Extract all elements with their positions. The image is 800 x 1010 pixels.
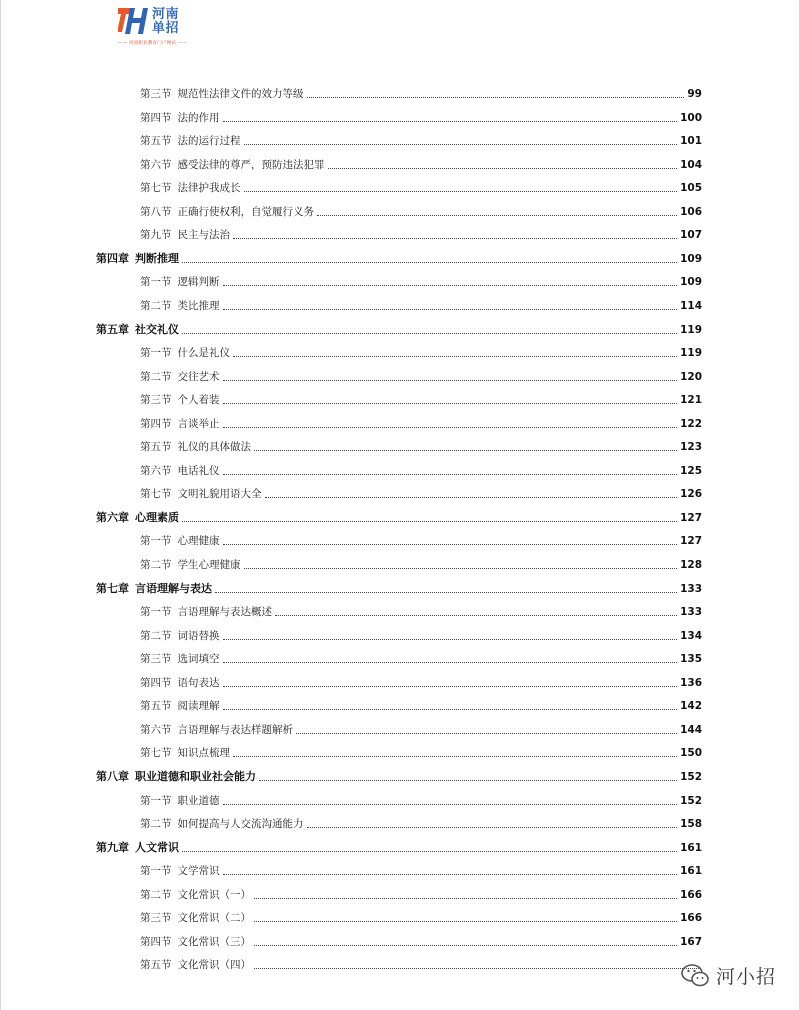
toc-entry-number: 第八章 (96, 769, 129, 783)
toc-entry-title: 言语理解与表达样题解析 (177, 723, 293, 736)
toc-page-number: 125 (680, 464, 702, 477)
toc-page-number: 134 (680, 629, 702, 642)
toc-page-number: 158 (680, 818, 702, 831)
toc-entry-number: 第三节 (140, 653, 172, 666)
toc-entry-number: 第二节 (140, 370, 172, 383)
toc-section-row (140, 480, 702, 500)
toc-page-number: 107 (680, 229, 702, 242)
toc-entry-number: 第九节 (140, 229, 172, 242)
toc-entry-label (96, 253, 179, 265)
toc-section-row (140, 881, 702, 901)
toc-entry-number: 第六节 (140, 158, 172, 171)
toc-entry-title: 文化常识（三） (177, 935, 251, 948)
toc-page-number: 109 (680, 276, 702, 289)
toc-section-row (140, 292, 702, 312)
toc-entry-label (140, 818, 304, 830)
toc-entry-title: 文化常识（一） (177, 888, 251, 901)
toc-section-row (140, 645, 702, 665)
toc-entry-title: 社交礼仪 (135, 322, 179, 336)
toc-section-row (140, 386, 702, 406)
toc-entry-title: 如何提高与人交流沟通能力 (177, 818, 304, 831)
toc-section-row (140, 174, 702, 194)
toc-section-row (140, 551, 702, 571)
toc-entry-number: 第七节 (140, 488, 172, 501)
toc-dot-leader (296, 732, 677, 734)
toc-page-number: 101 (680, 135, 702, 148)
toc-entry-title: 逻辑判断 (177, 276, 220, 289)
toc-dot-leader (223, 402, 678, 404)
toc-entry-title: 词语替换 (177, 629, 220, 642)
toc-entry-number: 第一节 (140, 606, 172, 619)
toc-entry-label (140, 677, 220, 689)
toc-dot-leader (223, 120, 678, 122)
toc-dot-leader (244, 143, 678, 145)
toc-dot-leader (328, 167, 678, 169)
toc-section-row (140, 598, 702, 618)
toc-entry-number: 第三节 (140, 394, 172, 407)
toc-entry-title: 正确行使权利，自觉履行义务 (177, 205, 314, 218)
toc-entry-title: 心理素质 (135, 510, 179, 524)
toc-entry-title: 选词填空 (177, 653, 220, 666)
toc-entry-title: 文化常识（二） (177, 912, 251, 925)
toc-dot-leader (307, 826, 678, 828)
toc-dot-leader (215, 591, 677, 593)
toc-section-row (140, 527, 702, 547)
toc-entry-label (140, 795, 220, 807)
toc-page-number: 136 (680, 676, 702, 689)
toc-entry-number: 第六节 (140, 464, 172, 477)
toc-entry-number: 第七节 (140, 182, 172, 195)
toc-dot-leader (182, 850, 677, 852)
toc-entry-number: 第六章 (96, 510, 129, 524)
toc-dot-leader (265, 496, 678, 498)
logo-tagline: —— 河南职业教育门户网站 —— (118, 41, 188, 46)
toc-entry-title: 言语理解与表达概述 (177, 606, 272, 619)
toc-entry-label (140, 347, 230, 359)
logo-th-mark-icon (118, 6, 150, 36)
toc-entry-number: 第五节 (140, 135, 172, 148)
toc-page-number: 105 (680, 182, 702, 195)
toc-page-number: 123 (680, 441, 702, 454)
toc-entry-title: 类比推理 (177, 299, 220, 312)
toc-dot-leader (223, 284, 678, 286)
toc-entry-label (140, 300, 220, 312)
toc-page-number: 127 (680, 535, 702, 548)
toc-entry-title: 文明礼貌用语大全 (177, 488, 262, 501)
toc-entry-number: 第二节 (140, 818, 172, 831)
toc-dot-leader (223, 308, 678, 310)
toc-section-row (140, 457, 702, 477)
toc-entry-label (96, 583, 212, 595)
toc-entry-title: 言语理解与表达 (135, 581, 212, 595)
toc-section-row (140, 739, 702, 759)
toc-section-row (140, 127, 702, 147)
toc-entry-title: 个人着装 (177, 394, 220, 407)
toc-chapter-row (96, 763, 702, 783)
toc-section-row (140, 716, 702, 736)
toc-dot-leader (182, 520, 677, 522)
toc-entry-title: 文学常识 (177, 865, 220, 878)
toc-section-row (140, 928, 702, 948)
toc-entry-label (140, 394, 220, 406)
toc-page-number: 144 (680, 723, 702, 736)
toc-entry-number: 第三节 (140, 912, 172, 925)
toc-dot-leader (254, 920, 677, 922)
toc-entry-label (140, 630, 220, 642)
toc-entry-label (140, 865, 220, 877)
toc-page-number: 119 (680, 347, 702, 360)
toc-dot-leader (254, 897, 677, 899)
logo-name (152, 8, 179, 36)
toc-entry-label (140, 182, 241, 194)
toc-page-number: 122 (680, 417, 702, 430)
toc-chapter-row (96, 316, 702, 336)
toc-entry-number: 第四节 (140, 417, 172, 430)
toc-dot-leader (317, 214, 677, 216)
toc-entry-label (96, 324, 179, 336)
toc-entry-number: 第二节 (140, 299, 172, 312)
toc-entry-title: 法的运行过程 (177, 135, 241, 148)
toc-dot-leader (223, 803, 678, 805)
toc-section-row (140, 363, 702, 383)
toc-dot-leader (182, 261, 677, 263)
toc-entry-number: 第五节 (140, 441, 172, 454)
toc-entry-label (96, 512, 179, 524)
toc-section-row (140, 410, 702, 430)
toc-section-row (140, 151, 702, 171)
toc-entry-number: 第五章 (96, 322, 129, 336)
toc-chapter-row (96, 834, 702, 854)
toc-entry-label (140, 88, 304, 100)
toc-entry-number: 第五节 (140, 959, 172, 972)
toc-section-row (140, 810, 702, 830)
toc-dot-leader (244, 567, 678, 569)
toc-entry-number: 第七章 (96, 581, 129, 595)
wechat-watermark (680, 960, 776, 990)
toc-entry-number: 第九章 (96, 840, 129, 854)
toc-entry-number: 第一节 (140, 347, 172, 360)
toc-dot-leader (233, 755, 677, 757)
page-left-edge (0, 0, 1, 1010)
toc-entry-label (140, 159, 325, 171)
toc-section-row (140, 221, 702, 241)
toc-entry-number: 第五节 (140, 700, 172, 713)
toc-entry-label (140, 606, 272, 618)
toc-entry-label (140, 912, 251, 924)
toc-dot-leader (223, 426, 678, 428)
toc-page-number: 109 (680, 252, 702, 265)
toc-page-number: 126 (680, 488, 702, 501)
toc-entry-label (96, 842, 179, 854)
toc-entry-label (140, 488, 262, 500)
toc-dot-leader (182, 332, 677, 334)
toc-entry-title: 判断推理 (135, 251, 179, 265)
toc-entry-title: 什么是礼仪 (177, 347, 230, 360)
toc-entry-label (140, 535, 220, 547)
toc-entry-title: 心理健康 (177, 535, 220, 548)
toc-dot-leader (223, 685, 678, 687)
toc-entry-title: 职业道德和职业社会能力 (135, 769, 256, 783)
toc-dot-leader (254, 967, 699, 969)
toc-dot-leader (223, 638, 678, 640)
toc-entry-number: 第二节 (140, 559, 172, 571)
toc-entry-number: 第二节 (140, 888, 172, 901)
toc-entry-number: 第六节 (140, 723, 172, 736)
toc-entry-title: 感受法律的尊严，预防违法犯罪 (177, 158, 325, 171)
toc-page-number: 106 (680, 205, 702, 218)
toc-page-number: 152 (680, 770, 702, 783)
toc-dot-leader (244, 190, 678, 192)
toc-dot-leader (223, 379, 678, 381)
toc-dot-leader (223, 708, 678, 710)
toc-entry-label (140, 959, 251, 971)
toc-section-row (140, 951, 702, 971)
toc-page-number: 133 (680, 582, 702, 595)
toc-section-row (140, 669, 702, 689)
toc-page-number: 135 (680, 653, 702, 666)
toc-entry-title: 法的作用 (177, 111, 220, 124)
toc-entry-label (140, 135, 241, 147)
toc-entry-label (140, 441, 251, 453)
toc-dot-leader (223, 661, 678, 663)
toc-entry-label (140, 418, 220, 430)
toc-section-row (140, 787, 702, 807)
toc-dot-leader (223, 873, 678, 875)
toc-entry-number: 第八节 (140, 205, 172, 218)
toc-entry-title: 人文常识 (135, 840, 179, 854)
toc-dot-leader (275, 614, 677, 616)
toc-dot-leader (259, 779, 677, 781)
wechat-icon (680, 962, 710, 988)
toc-entry-label (140, 112, 220, 124)
toc-entry-title: 知识点梳理 (177, 747, 230, 760)
toc-entry-number: 第二节 (140, 629, 172, 642)
toc-page-number: 119 (680, 323, 702, 336)
toc-entry-label (140, 936, 251, 948)
toc-entry-title: 语句表达 (177, 676, 220, 689)
toc-page-number: 127 (680, 511, 702, 524)
toc-section-row (140, 268, 702, 288)
toc-dot-leader (233, 355, 677, 357)
toc-entry-title: 电话礼仪 (177, 464, 220, 477)
toc-dot-leader (254, 449, 677, 451)
toc-dot-leader (223, 473, 678, 475)
toc-chapter-row (96, 575, 702, 595)
toc-entry-label (140, 465, 220, 477)
toc-page-number: 133 (680, 606, 702, 619)
toc-dot-leader (307, 96, 685, 98)
toc-entry-number: 第四节 (140, 676, 172, 689)
toc-entry-title: 交往艺术 (177, 370, 220, 383)
toc-entry-number: 第七节 (140, 747, 172, 760)
toc-entry-number: 第四节 (140, 935, 172, 948)
toc-entry-label (140, 559, 241, 571)
toc-dot-leader (233, 237, 677, 239)
toc-entry-label (140, 724, 293, 736)
toc-page-number: 99 (687, 88, 702, 100)
toc-page-number: 114 (680, 299, 702, 312)
toc-page-number: 150 (680, 747, 702, 760)
toc-page-number: 120 (680, 370, 702, 383)
toc-entry-title: 学生心理健康 (177, 559, 241, 571)
toc-chapter-row (96, 245, 702, 265)
toc-entry-number: 第一节 (140, 535, 172, 548)
watermark-text: 河小招 (716, 965, 777, 988)
toc-entry-label (140, 653, 220, 665)
toc-entry-number: 第四章 (96, 251, 129, 265)
toc-page-number: 166 (680, 888, 702, 901)
toc-entry-number: 第三节 (140, 88, 172, 100)
toc-entry-title: 文化常识（四） (177, 959, 251, 972)
toc-section-row (140, 433, 702, 453)
toc-page-number: 166 (680, 912, 702, 925)
toc-page-number: 161 (680, 865, 702, 878)
toc-entry-label (140, 371, 220, 383)
toc-entry-title: 言谈举止 (177, 417, 220, 430)
toc-entry-title: 礼仪的具体做法 (177, 441, 251, 454)
toc-section-row (140, 692, 702, 712)
toc-entry-label (140, 747, 230, 759)
toc-entry-title: 民主与法治 (177, 229, 230, 242)
toc-entry-title: 职业道德 (177, 794, 220, 807)
toc-page-number: 161 (680, 841, 702, 854)
toc-entry-label (96, 771, 256, 783)
toc-section-row (140, 904, 702, 924)
toc-chapter-row (96, 504, 702, 524)
toc-section-row (140, 339, 702, 359)
toc-entry-number: 第一节 (140, 276, 172, 289)
site-logo (118, 6, 208, 46)
toc-section-row (140, 622, 702, 642)
toc-section-row (140, 80, 702, 100)
toc-section-row (140, 104, 702, 124)
toc-page-number: 104 (680, 158, 702, 171)
toc-entry-label (140, 206, 314, 218)
toc-page-number: 121 (680, 394, 702, 407)
toc-page-number: 100 (680, 111, 702, 124)
toc-entry-number: 第一节 (140, 794, 172, 807)
toc-entry-label (140, 700, 220, 712)
logo-name-line2: 单招 (152, 21, 180, 36)
toc-entry-number: 第四节 (140, 111, 172, 124)
toc-section-row (140, 857, 702, 877)
logo-name-line1: 河南 (152, 7, 180, 22)
toc-entry-title: 阅读理解 (177, 700, 220, 713)
toc-entry-number: 第一节 (140, 865, 172, 878)
toc-entry-label (140, 276, 220, 288)
toc-dot-leader (223, 543, 678, 545)
toc-entry-label (140, 889, 251, 901)
toc-entry-title: 法律护我成长 (177, 182, 241, 195)
toc-page-number: 167 (680, 935, 702, 948)
toc-entry-label (140, 229, 230, 241)
toc-page-number: 128 (680, 559, 702, 571)
toc-page-number: 142 (680, 700, 702, 713)
toc-dot-leader (254, 944, 677, 946)
toc-section-row (140, 198, 702, 218)
toc-entry-title: 规范性法律文件的效力等级 (177, 88, 304, 100)
toc-page-number: 152 (680, 794, 702, 807)
